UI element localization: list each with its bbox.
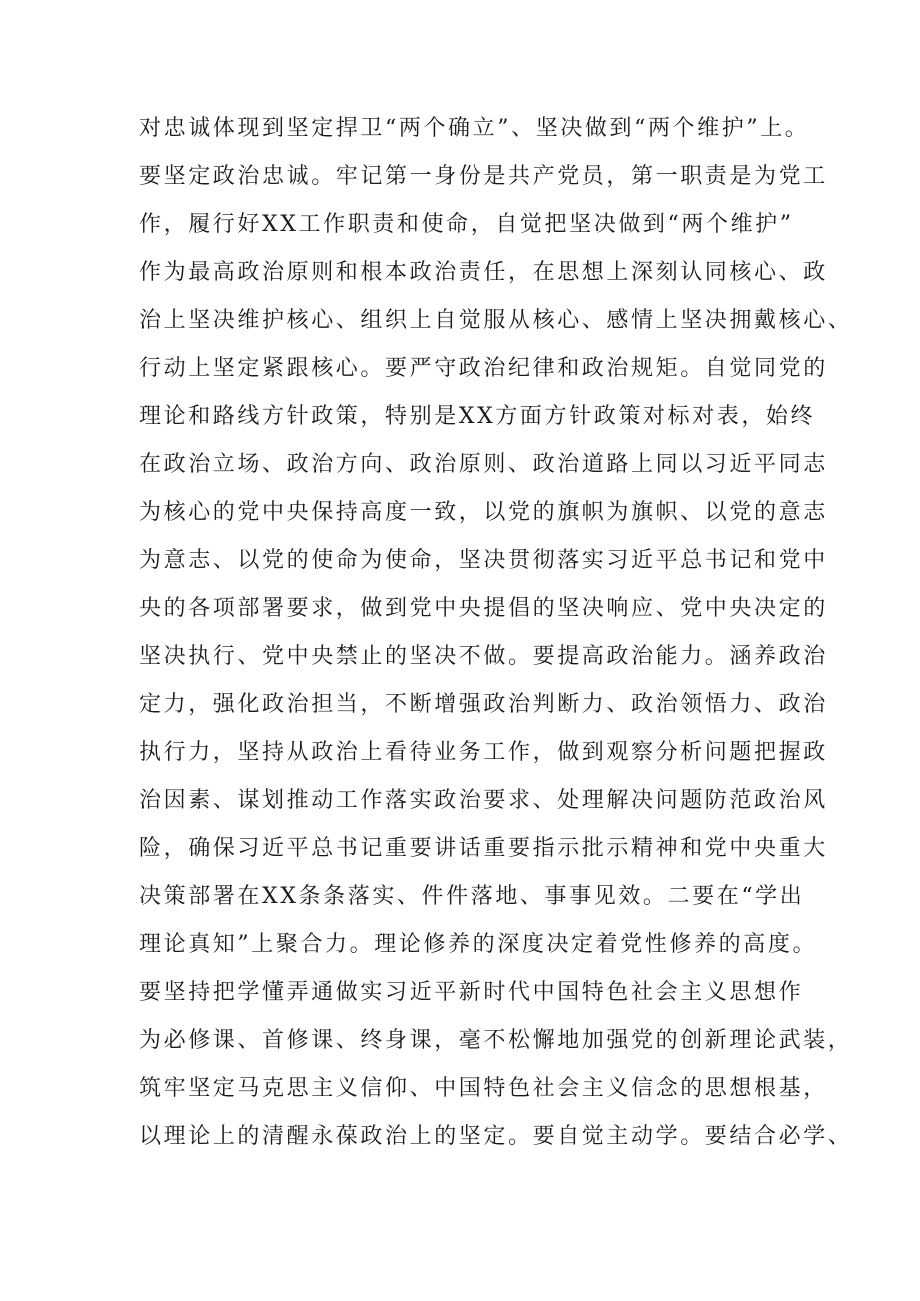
text-line: 定力，强化政治担当，不断增强政治判断力、政治领悟力、政治 (139, 692, 828, 717)
text-line: 理论和路线方针政策，特别是XX方面方针政策对标对表，始终 (139, 404, 816, 429)
text-line: 为意志、以党的使命为使命，坚决贯彻落实习近平总书记和党中 (139, 548, 828, 573)
text-line: 执行力，坚持从政治上看待业务工作，做到观察分析问题把握政 (139, 740, 828, 765)
text-line: 在政治立场、政治方向、政治原则、政治道路上同以习近平同志 (139, 452, 828, 477)
text-line: 行动上坚定紧跟核心。要严守政治纪律和政治规矩。自觉同党的 (139, 356, 828, 381)
text-line: 决策部署在XX条条落实、件件落地、事事见效。二要在“学出 (139, 884, 805, 909)
text-line: 治上坚决维护核心、组织上自觉服从核心、感情上坚决拥戴核心、 (139, 308, 853, 333)
text-line: 坚决执行、党中央禁止的坚决不做。要提高政治能力。涵养政治 (139, 644, 828, 669)
text-line: 筑牢坚定马克思主义信仰、中国特色社会主义信念的思想根基， (139, 1076, 828, 1101)
text-line: 为核心的党中央保持高度一致，以党的旗帜为旗帜、以党的意志 (139, 500, 828, 525)
text-line: 以理论上的清醒永葆政治上的坚定。要自觉主动学。要结合必学、 (139, 1124, 853, 1149)
body-text (139, 105, 853, 1161)
text-line: 央的各项部署要求，做到党中央提倡的坚决响应、党中央决定的 (139, 596, 828, 621)
text-line: 对忠诚体现到坚定捍卫“两个确立”、坚决做到“两个维护”上。 (139, 116, 810, 141)
text-line: 为必修课、首修课、终身课，毫不松懈地加强党的创新理论武装， (139, 1028, 853, 1053)
text-line: 要坚持把学懂弄通做实习近平新时代中国特色社会主义思想作 (139, 980, 804, 1005)
text-line: 要坚定政治忠诚。牢记第一身份是共产党员，第一职责是为党工 (139, 164, 828, 189)
text-line: 治因素、谋划推动工作落实政治要求、处理解决问题防范政治风 (139, 788, 828, 813)
text-line: 作，履行好XX工作职责和使命，自觉把坚决做到“两个维护” (139, 212, 794, 237)
text-line: 理论真知”上聚合力。理论修养的深度决定着党性修养的高度。 (139, 932, 818, 957)
text-line: 作为最高政治原则和根本政治责任，在思想上深刻认同核心、政 (139, 260, 828, 285)
text-line: 险，确保习近平总书记重要讲话重要指示批示精神和党中央重大 (139, 836, 828, 861)
